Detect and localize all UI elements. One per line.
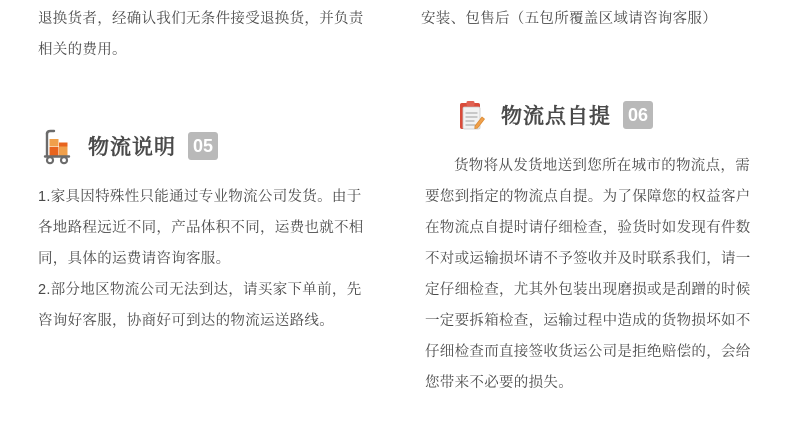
left-section-number: 05 — [188, 132, 218, 160]
left-paragraph-1: 1.家具因特殊性只能通过专业物流公司发货。由于各地路程远近不同，产品体积不同，运费也就不相同，具体的运费请咨询客服。 — [38, 189, 364, 267]
left-paragraph-2: 2.部分地区物流公司无法到达，请买家下单前，先咨询好客服，协商好可到达的物流运送路线。 — [38, 282, 362, 329]
right-section-number: 06 — [623, 101, 653, 129]
right-column — [395, 0, 790, 432]
right-body — [421, 151, 760, 399]
left-section-header — [38, 124, 371, 168]
right-section-header — [451, 93, 760, 137]
left-section-title: 物流说明 — [88, 136, 176, 159]
right-paragraph-1: 货物将从发货地送到您所在城市的物流点，需要您到指定的物流点自提。为了保障您的权益客户在物流点自提时请仔细检查，验货时如发现有件数不对或运输损坏请不予签收并及时联系我们，请一定仔细检查，尤其外包装出现磨损或是刮蹭的时候一定要拆箱检查，运输过程中造成的货物损坏如不仔细检查而直接签收货运公司是拒绝赔偿的，会给您带来不必要的损失。 — [425, 158, 751, 391]
right-section-title: 物流点自提 — [501, 105, 611, 128]
left-tail-paragraph: 退换货者，经确认我们无条件接受退换货，并负责相关的费用。 — [38, 11, 364, 58]
left-body — [38, 182, 371, 337]
right-tail-paragraph: 安装、包售后（五包所覆盖区域请咨询客服） — [421, 11, 717, 27]
clipboard-icon — [451, 95, 491, 135]
trolley-cart-icon — [38, 126, 78, 166]
